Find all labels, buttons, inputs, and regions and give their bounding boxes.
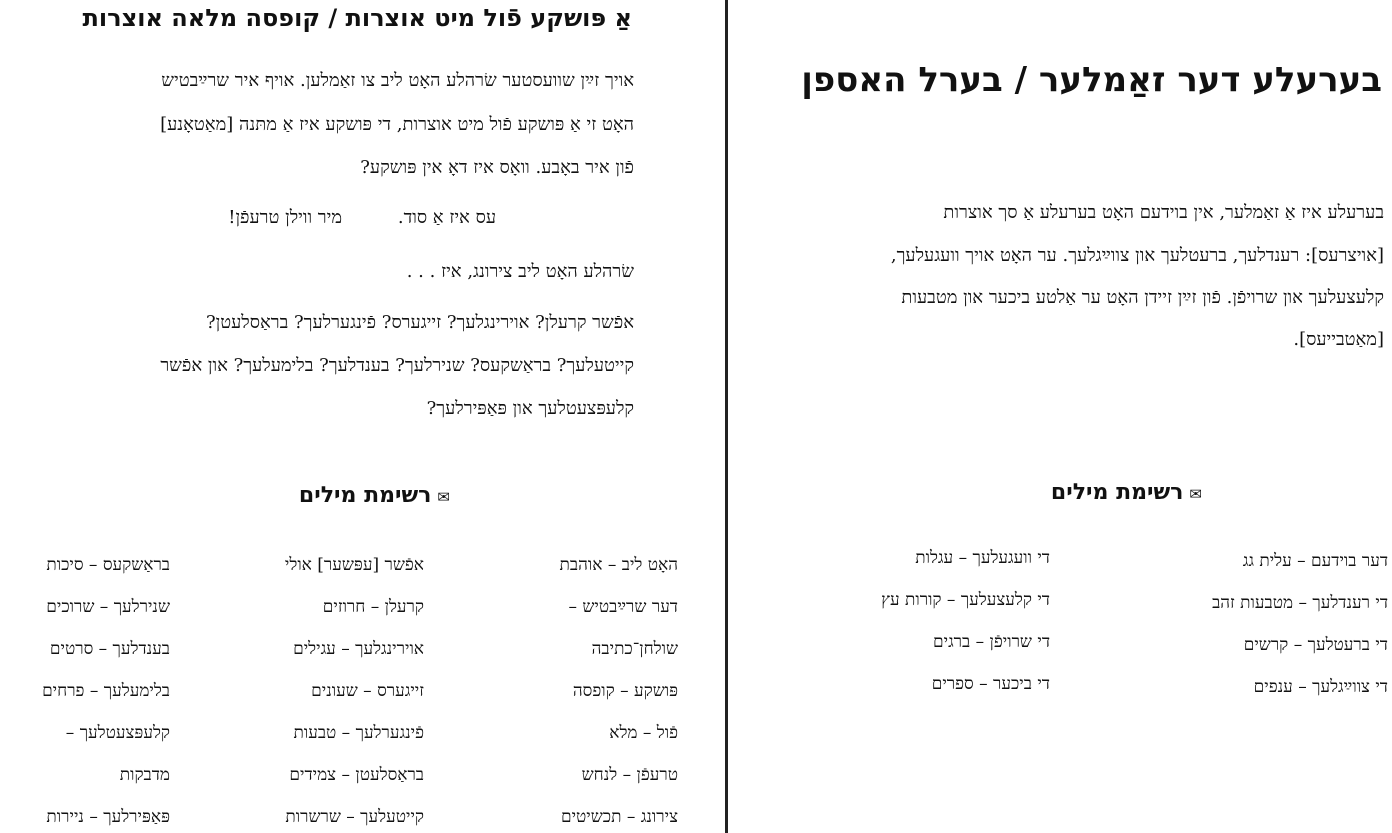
vocab-entry: דער בוידעם – עלית גג bbox=[1242, 551, 1388, 571]
right-paragraph-line: קלעצעלעך און שרויפֿן. פֿון זײַן זיידן האָט ער אַלטע ביכער און מטבעות bbox=[901, 287, 1384, 308]
vocab-entry: קייטעלעך – שרשרות bbox=[285, 807, 424, 827]
left-paragraph-line: פֿון איר באָבע. וואָס איז דאָ אין פּושקע? bbox=[360, 157, 634, 178]
guess-text: מיר ווילן טרעפֿן! bbox=[228, 207, 342, 228]
vocab-entry: האָט ליב – אוהבת bbox=[559, 555, 678, 575]
vocab-title: רשימת מילים bbox=[1050, 480, 1184, 505]
vocab-entry: די וועגעלעך – עגלות bbox=[915, 548, 1050, 568]
right-page-title: בערעלע דער זאַמלער / בערל האספן bbox=[801, 60, 1382, 100]
envelope-icon: ✉ bbox=[1189, 485, 1202, 503]
secret-text: עס איז אַ סוד. bbox=[397, 207, 496, 228]
right-paragraph-line: בערעלע איז אַ זאַמלער, אין בוידעם האָט בערעלע אַ סך אוצרות bbox=[943, 202, 1384, 223]
vocab-entry: די שרויפֿן – ברגים bbox=[933, 632, 1050, 652]
right-paragraph-line: [מאַטבייעס]. bbox=[1293, 329, 1384, 350]
vocab-entry: אפֿשר [עפּשער] אולי bbox=[284, 555, 424, 575]
vocab-entry: קלעפּצעטלעך – bbox=[65, 723, 170, 743]
vocab-entry: אוירינגלעך – עגילים bbox=[293, 639, 424, 659]
jewelry-list-line: קלעפּצעטלעך און פּאַפּירלעך? bbox=[426, 398, 634, 419]
vocab-entry: די רענדלעך – מטבעות זהב bbox=[1212, 593, 1388, 613]
vocab-entry: פֿול – מלא bbox=[609, 723, 678, 743]
vocab-entry: בראַסלעטן – צמידים bbox=[289, 765, 424, 785]
envelope-icon: ✉ bbox=[437, 488, 450, 506]
vocab-entry: פּושקע – קופסה bbox=[572, 681, 678, 701]
vocab-entry: בלימעלעך – פרחים bbox=[42, 681, 170, 701]
left-paragraph-line: אויך זײַן שוועסטער שׂרהלע האָט ליב צו זאַמלען. אויף איר שרײַבטיש bbox=[161, 70, 634, 91]
vocab-entry: פֿינגערלעך – טבעות bbox=[293, 723, 424, 743]
vocab-entry: די צווײַגלעך – ענפים bbox=[1253, 677, 1388, 697]
vocab-entry: זייגערס – שעונים bbox=[311, 681, 424, 701]
left-paragraph-line: האָט זי אַ פּושקע פֿול מיט אוצרות, די פּושקע איז אַ מתּנה [מאַטאָנע] bbox=[160, 114, 634, 135]
vocab-entry: שולחן־כתיבה bbox=[591, 639, 678, 659]
vocab-entry: די ביכער – ספרים bbox=[931, 674, 1050, 694]
jewelry-list-line: קייטעלעך? בראַשקעס? שנירלעך? בענדלעך? בלימעלעך? און אפֿשר bbox=[160, 355, 634, 376]
jewelry-list-line: אפֿשר קרעלן? אוירינגלעך? זייגערס? פֿינגערלעך? בראַסלעטן? bbox=[206, 312, 634, 333]
right-vocab-heading bbox=[1051, 480, 1202, 505]
vocab-entry: טרעפֿן – לנחש bbox=[581, 765, 678, 785]
vocab-entry: די ברעטלעך – קרשים bbox=[1243, 635, 1388, 655]
vocab-entry: קרעלן – חרוזים bbox=[322, 597, 424, 617]
vocab-entry: בראַשקעס – סיכות bbox=[46, 555, 170, 575]
left-vocab-heading bbox=[299, 483, 450, 508]
vocab-entry: בענדלעך – סרטים bbox=[49, 639, 170, 659]
vocab-entry: צירונג – תכשיטים bbox=[560, 807, 678, 827]
vocab-entry: די קלעצעלעך – קורות עץ bbox=[881, 590, 1050, 610]
vocab-entry: שנירלעך – שרוכים bbox=[46, 597, 170, 617]
right-paragraph-line: [אויצרעס]: רענדלעך, ברעטלעך און צווײַגלעך. ער האָט אויך וועגעלעך, bbox=[890, 245, 1384, 266]
page-divider bbox=[725, 0, 728, 833]
vocab-entry: מדבקות bbox=[119, 765, 170, 785]
left-page-title: אַ פּושקע פֿול מיט אוצרות / קופסה מלאה אוצרות bbox=[82, 4, 632, 32]
vocab-entry: דער שרײַבטיש – bbox=[568, 597, 678, 617]
vocab-entry: פּאַפּירלעך – ניירות bbox=[46, 807, 170, 827]
left-paragraph-line: שׂרהלע האָט ליב צירונג, איז . . . bbox=[406, 261, 634, 282]
vocab-title: רשימת מילים bbox=[298, 483, 432, 508]
